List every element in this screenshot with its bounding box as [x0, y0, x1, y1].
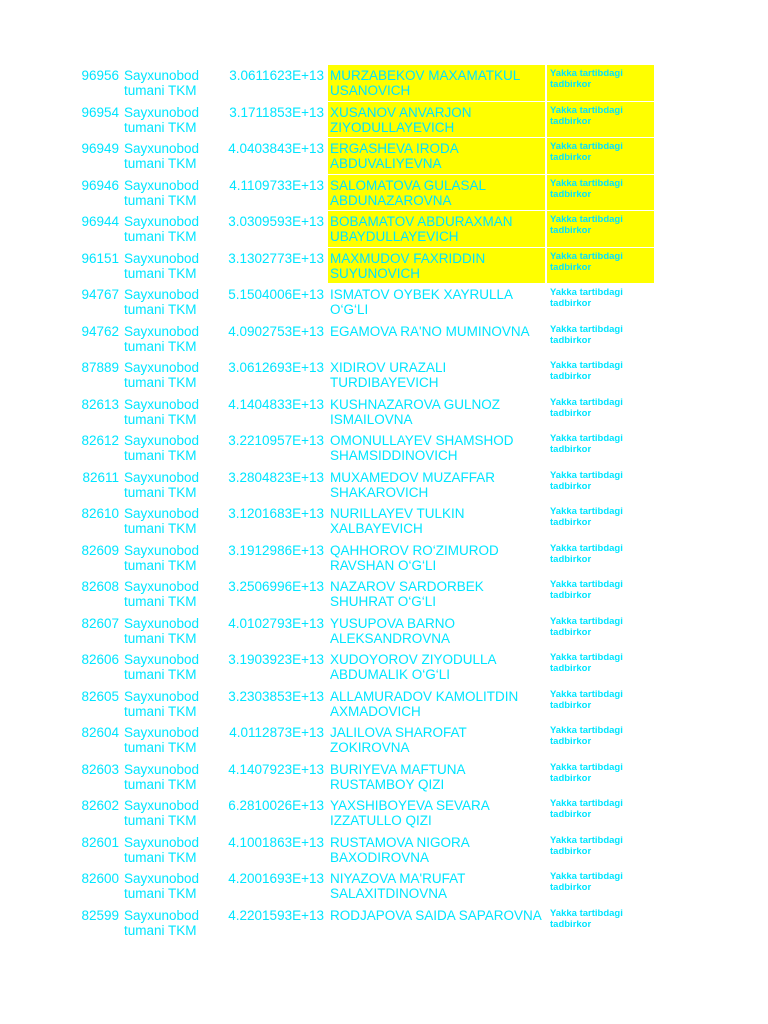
entity-type-cell[interactable]: Yakka tartibdagi tadbirkor	[550, 323, 623, 346]
inn-cell[interactable]: 3.2506996E+13	[228, 579, 324, 594]
table-row	[78, 211, 658, 248]
district-cell[interactable]: Sayxunobod tumani TKM	[124, 688, 200, 719]
table-row	[78, 248, 658, 285]
name-cell[interactable]: NAZAROV SARDORBEK SHUHRAT O‘G‘LI	[330, 579, 484, 609]
row-id-cell[interactable]: 82605	[81, 688, 119, 704]
table-row	[78, 795, 658, 832]
table-row	[78, 649, 658, 686]
district-cell[interactable]: Sayxunobod tumani TKM	[124, 323, 200, 354]
district-cell[interactable]: Sayxunobod tumani TKM	[124, 615, 200, 646]
row-id-cell[interactable]: 87889	[81, 360, 119, 375]
district-cell[interactable]: Sayxunobod tumani TKM	[124, 834, 200, 865]
entity-type-cell[interactable]: Yakka tartibdagi tadbirkor	[547, 211, 654, 247]
inn-cell[interactable]: 3.0612693E+13	[228, 360, 324, 375]
row-id-cell[interactable]: 82610	[81, 506, 119, 521]
row-id-cell[interactable]: 96946	[81, 177, 119, 193]
table-row	[78, 284, 658, 321]
district-cell[interactable]: Sayxunobod tumani TKM	[124, 579, 200, 609]
entity-type-cell[interactable]: Yakka tartibdagi tadbirkor	[550, 469, 623, 492]
table-row	[78, 467, 658, 504]
name-cell[interactable]: RODJAPOVA SAIDA SAPAROVNA	[330, 907, 542, 923]
entity-type-cell[interactable]: Yakka tartibdagi tadbirkor	[547, 102, 654, 138]
district-cell[interactable]: Sayxunobod tumani TKM	[124, 396, 200, 427]
district-cell[interactable]: Sayxunobod tumani TKM	[124, 177, 200, 208]
table-row	[78, 357, 658, 394]
name-cell[interactable]: ERGASHEVA IRODA ABDUVALIYEVNA	[328, 138, 547, 174]
inn-cell[interactable]: 4.1407923E+13	[228, 761, 324, 777]
table-row	[78, 138, 658, 175]
inn-cell[interactable]: 4.0102793E+13	[228, 615, 324, 631]
row-id-cell[interactable]: 82613	[81, 396, 119, 412]
district-cell[interactable]: Sayxunobod tumani TKM	[124, 652, 200, 682]
table-row	[78, 321, 658, 358]
entity-type-cell[interactable]: Yakka tartibdagi tadbirkor	[550, 688, 623, 711]
district-cell[interactable]: Sayxunobod tumani TKM	[124, 907, 200, 938]
name-cell[interactable]: XUSANOV ANVARJON ZIYODULLAYEVICH	[328, 102, 547, 138]
name-cell[interactable]: XIDIROV URAZALI TURDIBAYEVICH	[330, 360, 447, 390]
table-row	[78, 576, 658, 613]
entity-type-cell[interactable]: Yakka tartibdagi tadbirkor	[550, 542, 623, 565]
name-cell[interactable]: NURILLAYEV TULKIN XALBAYEVICH	[330, 506, 465, 536]
inn-cell[interactable]: 5.1504006E+13	[228, 287, 324, 302]
inn-cell[interactable]: 3.0309593E+13	[228, 214, 324, 229]
name-cell[interactable]: MUXAMEDOV MUZAFFAR SHAKAROVICH	[330, 469, 496, 500]
row-id-cell[interactable]: 94767	[81, 287, 119, 302]
entity-type-cell[interactable]: Yakka tartibdagi tadbirkor	[550, 798, 623, 820]
district-cell[interactable]: Sayxunobod tumani TKM	[124, 287, 200, 317]
spreadsheet-table	[78, 65, 658, 941]
district-cell[interactable]: Sayxunobod tumani TKM	[124, 214, 200, 244]
name-cell[interactable]: BOBAMATOV ABDURAXMAN UBAYDULLAYEVICH	[328, 211, 547, 247]
table-row	[78, 65, 658, 102]
district-cell[interactable]: Sayxunobod tumani TKM	[124, 761, 200, 792]
row-id-cell[interactable]: 82600	[81, 871, 119, 886]
table-row	[78, 759, 658, 796]
entity-type-cell[interactable]: Yakka tartibdagi tadbirkor	[547, 248, 654, 284]
row-id-cell[interactable]: 82602	[81, 798, 119, 813]
row-id-cell[interactable]: 82611	[82, 469, 119, 485]
entity-type-cell[interactable]: Yakka tartibdagi tadbirkor	[550, 433, 623, 455]
table-row	[78, 686, 658, 723]
district-cell[interactable]: Sayxunobod tumani TKM	[124, 250, 200, 281]
table-row	[78, 868, 658, 905]
entity-type-cell[interactable]: Yakka tartibdagi tadbirkor	[550, 287, 623, 309]
name-cell[interactable]: ISMATOV OYBEK XAYRULLA O‘G‘LI	[330, 287, 513, 317]
row-id-cell[interactable]: 82609	[81, 542, 119, 558]
entity-type-cell[interactable]: Yakka tartibdagi tadbirkor	[550, 725, 623, 747]
row-id-cell[interactable]: 82601	[81, 834, 119, 850]
row-id-cell[interactable]: 82603	[81, 761, 119, 777]
table-row	[78, 503, 658, 540]
name-cell[interactable]: XUDOYOROV ZIYODULLA ABDUMALIK O‘G‘LI	[330, 652, 496, 682]
entity-type-cell[interactable]: Yakka tartibdagi tadbirkor	[550, 360, 623, 382]
inn-cell[interactable]: 3.1912986E+13	[228, 542, 324, 558]
inn-cell[interactable]: 3.0611623E+13	[229, 68, 324, 83]
district-cell[interactable]: Sayxunobod tumani TKM	[124, 506, 200, 536]
entity-type-cell[interactable]: Yakka tartibdagi tadbirkor	[550, 907, 623, 930]
name-cell[interactable]: ALLAMURADOV KAMOLITDIN AXMADOVICH	[330, 688, 519, 719]
inn-cell[interactable]: 4.1404833E+13	[228, 396, 324, 412]
inn-cell[interactable]: 4.0902753E+13	[228, 323, 324, 339]
district-cell[interactable]: Sayxunobod tumani TKM	[124, 360, 200, 390]
entity-type-cell[interactable]: Yakka tartibdagi tadbirkor	[547, 175, 654, 211]
inn-cell[interactable]: 3.1302773E+13	[228, 250, 324, 266]
entity-type-cell[interactable]: Yakka tartibdagi tadbirkor	[550, 615, 623, 638]
row-id-cell[interactable]: 94762	[81, 323, 119, 339]
table-row	[78, 540, 658, 577]
entity-type-cell[interactable]: Yakka tartibdagi tadbirkor	[547, 138, 654, 174]
entity-type-cell[interactable]: Yakka tartibdagi tadbirkor	[550, 761, 623, 784]
inn-cell[interactable]: 4.0403843E+13	[228, 141, 324, 156]
inn-cell[interactable]: 3.1903923E+13	[228, 652, 324, 667]
row-id-cell[interactable]: 96954	[81, 104, 119, 120]
row-id-cell[interactable]: 82599	[81, 907, 119, 923]
inn-cell[interactable]: 4.0112873E+13	[229, 725, 324, 740]
name-cell[interactable]: JALILOVA SHAROFAT ZOKIROVNA	[330, 725, 467, 755]
district-cell[interactable]: Sayxunobod tumani TKM	[124, 433, 200, 463]
entity-type-cell[interactable]: Yakka tartibdagi tadbirkor	[550, 506, 623, 528]
entity-type-cell[interactable]: Yakka tartibdagi tadbirkor	[550, 396, 623, 419]
table-row	[78, 722, 658, 759]
district-cell[interactable]: Sayxunobod tumani TKM	[124, 798, 200, 828]
table-row	[78, 175, 658, 212]
name-cell[interactable]: BURIYEVA MAFTUNA RUSTAMBOY QIZI	[330, 761, 465, 792]
district-cell[interactable]: Sayxunobod tumani TKM	[124, 104, 200, 135]
table-row	[78, 613, 658, 650]
inn-cell[interactable]: 4.1001863E+13	[228, 834, 324, 850]
table-row	[78, 832, 658, 869]
inn-cell[interactable]: 3.1711853E+13	[229, 104, 324, 120]
name-cell[interactable]: MAXMUDOV FAXRIDDIN SUYUNOVICH	[328, 248, 547, 284]
inn-cell[interactable]: 4.2001693E+13	[228, 871, 324, 886]
district-cell[interactable]: Sayxunobod tumani TKM	[124, 141, 200, 171]
table-row	[78, 905, 658, 942]
name-cell[interactable]: EGAMOVA RA'NO MUMINOVNA	[330, 323, 530, 339]
row-id-cell[interactable]: 82607	[81, 615, 119, 631]
inn-cell[interactable]: 4.2201593E+13	[228, 907, 324, 923]
name-cell[interactable]: YUSUPOVA BARNO ALEKSANDROVNA	[330, 615, 456, 646]
name-cell[interactable]: KUSHNAZAROVA GULNOZ ISMAILOVNA	[330, 396, 501, 427]
row-id-cell[interactable]: 96949	[81, 141, 119, 156]
row-id-cell[interactable]: 96956	[81, 68, 119, 83]
district-cell[interactable]: Sayxunobod tumani TKM	[124, 68, 200, 98]
inn-cell[interactable]: 4.1109733E+13	[229, 177, 324, 193]
table-row	[78, 102, 658, 139]
inn-cell[interactable]: 3.1201683E+13	[228, 506, 324, 521]
district-cell[interactable]: Sayxunobod tumani TKM	[124, 542, 200, 573]
entity-type-cell[interactable]: Yakka tartibdagi tadbirkor	[550, 579, 623, 601]
name-cell[interactable]: OMONULLAYEV SHAMSHOD SHAMSIDDINOVICH	[330, 433, 514, 463]
name-cell[interactable]: QAHHOROV RO‘ZIMUROD RAVSHAN O‘G‘LI	[330, 542, 499, 573]
name-cell[interactable]: SALOMATOVA GULASAL ABDUNAZAROVNA	[328, 175, 547, 211]
entity-type-cell[interactable]: Yakka tartibdagi tadbirkor	[550, 834, 623, 857]
row-id-cell[interactable]: 82604	[81, 725, 119, 740]
district-cell[interactable]: Sayxunobod tumani TKM	[124, 469, 200, 500]
inn-cell[interactable]: 3.2210957E+13	[228, 433, 324, 448]
entity-type-cell[interactable]: Yakka tartibdagi tadbirkor	[547, 65, 654, 101]
district-cell[interactable]: Sayxunobod tumani TKM	[124, 871, 200, 901]
row-id-cell[interactable]: 96944	[81, 214, 119, 229]
inn-cell[interactable]: 6.2810026E+13	[228, 798, 324, 813]
name-cell[interactable]: NIYAZOVA MA'RUFAT SALAXITDINOVNA	[330, 871, 466, 901]
district-cell[interactable]: Sayxunobod tumani TKM	[124, 725, 200, 755]
entity-type-cell[interactable]: Yakka tartibdagi tadbirkor	[550, 871, 623, 893]
inn-cell[interactable]: 3.2303853E+13	[228, 688, 324, 704]
table-row	[78, 394, 658, 431]
row-id-cell[interactable]: 82606	[81, 652, 119, 667]
name-cell[interactable]: MURZABEKOV MAXAMATKUL USANOVICH	[328, 65, 547, 101]
row-id-cell[interactable]: 82612	[81, 433, 119, 448]
table-row	[78, 430, 658, 467]
entity-type-cell[interactable]: Yakka tartibdagi tadbirkor	[550, 652, 623, 674]
name-cell[interactable]: YAXSHIBOYEVA SEVARA IZZATULLO QIZI	[330, 798, 490, 828]
inn-cell[interactable]: 3.2804823E+13	[228, 469, 324, 485]
row-id-cell[interactable]: 96151	[81, 250, 119, 266]
row-id-cell[interactable]: 82608	[81, 579, 119, 594]
name-cell[interactable]: RUSTAMOVA NIGORA BAXODIROVNA	[330, 834, 470, 865]
